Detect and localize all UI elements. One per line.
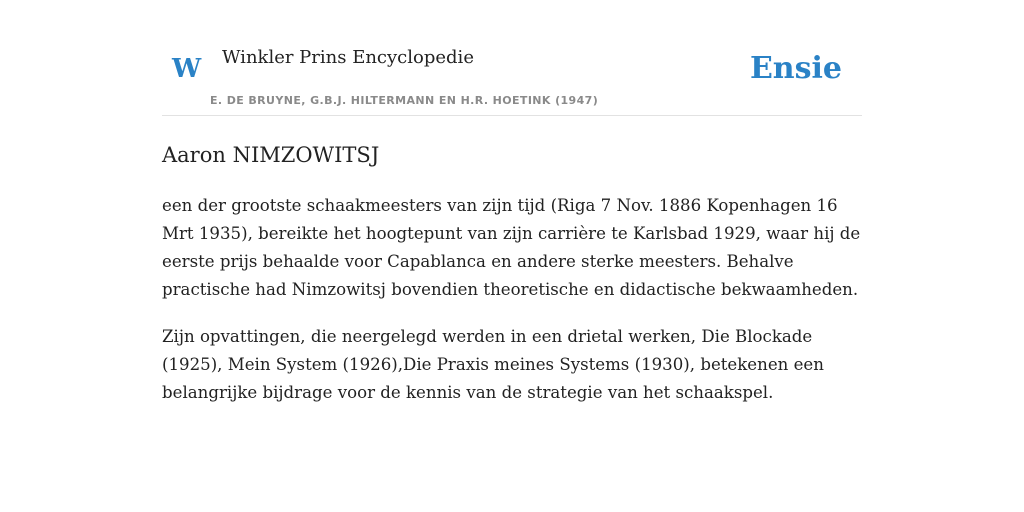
winkler-prins-logo[interactable]: W [172,54,202,84]
encyclopedia-authors: E. DE BRUYNE, G.B.J. HILTERMANN EN H.R. HOETINK (1947) [210,94,599,107]
encyclopedia-title[interactable]: Winkler Prins Encyclopedie [222,47,474,68]
article-paragraph: een der grootste schaakmeesters van zijn tijd (Riga 7 Nov. 1886 Kopenhagen 16 Mrt 1935), bereikte het hoogtepunt van zijn carrière te Karlsbad 1929, waar hij de eerste prijs behaalde voor Capablanca en andere sterke meesters. Behalve practische had Nimzowitsj bovendien theoretische en didactische bekwaamheden. [162,196,861,299]
encyclopedia-header [162,40,862,116]
ensie-logo[interactable]: Ensie [749,51,842,86]
article-paragraph: Zijn opvattingen, die neergelegd werden in een drietal werken, Die Blockade (1925), Mein System (1926),Die Praxis meines Systems (1930), betekenen een belangrijke bijdrage voor de kennis van de strategie van het schaakspel. [162,327,824,402]
article-body [162,192,862,426]
article-title: Aaron NIMZOWITSJ [162,143,380,167]
